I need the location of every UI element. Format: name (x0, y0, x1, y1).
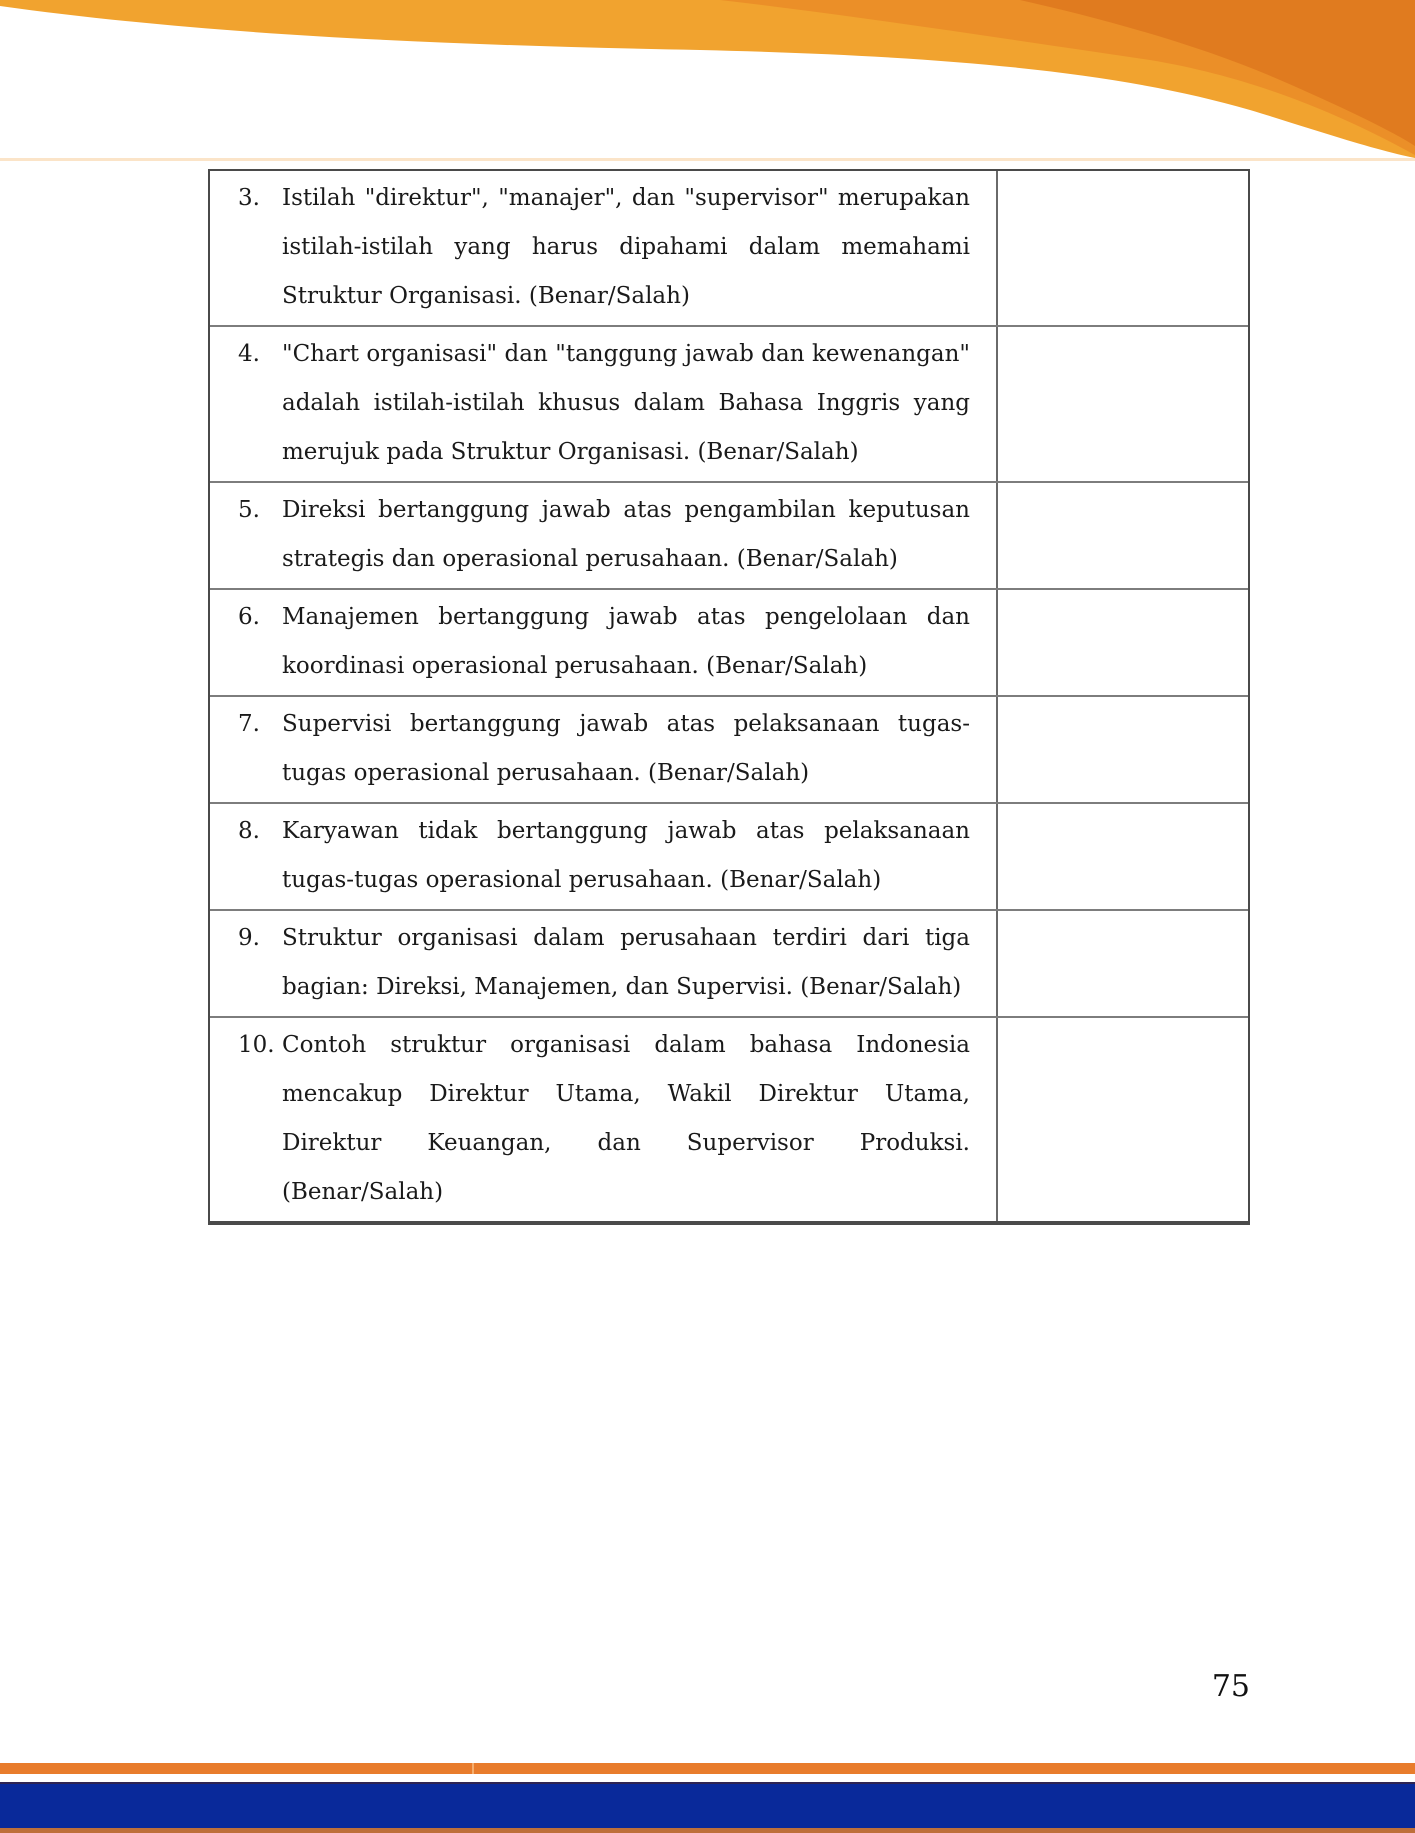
question-text: Supervisi bertanggung jawab atas pelaksanaan tugas-tugas operasional perusahaan. (Benar/Salah) (282, 711, 970, 786)
answer-cell (998, 697, 1248, 802)
question-text: Karyawan tidak bertanggung jawab atas pelaksanaan tugas-tugas operasional perusahaan. (Benar/Salah) (282, 818, 970, 893)
table-row (210, 590, 1248, 697)
question-number: 8. (238, 818, 260, 844)
question-text: Direksi bertanggung jawab atas pengambilan keputusan strategis dan operasional perusahaan. (Benar/Salah) (282, 497, 970, 572)
footer-orange-bar (0, 1763, 1415, 1774)
table-row (210, 804, 1248, 911)
question-text: "Chart organisasi" dan "tanggung jawab dan kewenangan" adalah istilah-istilah khusus dalam Bahasa Inggris yang merujuk pada Struktur Organisasi. (Benar/Salah) (282, 341, 970, 465)
question-number: 6. (238, 604, 260, 630)
question-cell (210, 804, 998, 909)
answer-cell (998, 327, 1248, 481)
question-cell (210, 697, 998, 802)
answer-cell (998, 483, 1248, 588)
header-wave-graphic (0, 0, 1415, 170)
question-cell (210, 590, 998, 695)
question-text: Istilah "direktur", "manajer", dan "supervisor" merupakan istilah-istilah yang harus dipahami dalam memahami Struktur Organisasi. (Benar/Salah) (282, 185, 970, 309)
question-number: 7. (238, 711, 260, 737)
page-number: 75 (1211, 1669, 1250, 1704)
answer-cell (998, 171, 1248, 325)
question-cell (210, 1018, 998, 1221)
question-number: 9. (238, 925, 260, 951)
question-number: 3. (238, 185, 260, 211)
question-number: 10. (238, 1032, 275, 1058)
table-row (210, 327, 1248, 483)
table-row (210, 483, 1248, 590)
answer-cell (998, 911, 1248, 1016)
table-row (210, 171, 1248, 327)
footer-bottom-strip (0, 1828, 1415, 1833)
question-cell (210, 483, 998, 588)
table-row (210, 697, 1248, 804)
question-cell (210, 327, 998, 481)
question-cell (210, 911, 998, 1016)
question-number: 4. (238, 341, 260, 367)
question-cell (210, 171, 998, 325)
table-row (210, 1018, 1248, 1221)
question-number: 5. (238, 497, 260, 523)
footer-orange-bar-divider (472, 1763, 474, 1774)
question-text: Struktur organisasi dalam perusahaan terdiri dari tiga bagian: Direksi, Manajemen, dan Supervisi. (Benar/Salah) (282, 925, 970, 1000)
answer-cell (998, 590, 1248, 695)
answer-cell (998, 804, 1248, 909)
header-divider-line (0, 158, 1415, 161)
questions-table (208, 169, 1250, 1225)
question-text: Manajemen bertanggung jawab atas pengelolaan dan koordinasi operasional perusahaan. (Benar/Salah) (282, 604, 970, 679)
footer-blue-bar (0, 1784, 1415, 1828)
question-text: Contoh struktur organisasi dalam bahasa Indonesia mencakup Direktur Utama, Wakil Direktur Utama, Direktur Keuangan, dan Supervisor Produksi. (Benar/Salah) (282, 1032, 970, 1205)
table-row (210, 911, 1248, 1018)
answer-cell (998, 1018, 1248, 1221)
